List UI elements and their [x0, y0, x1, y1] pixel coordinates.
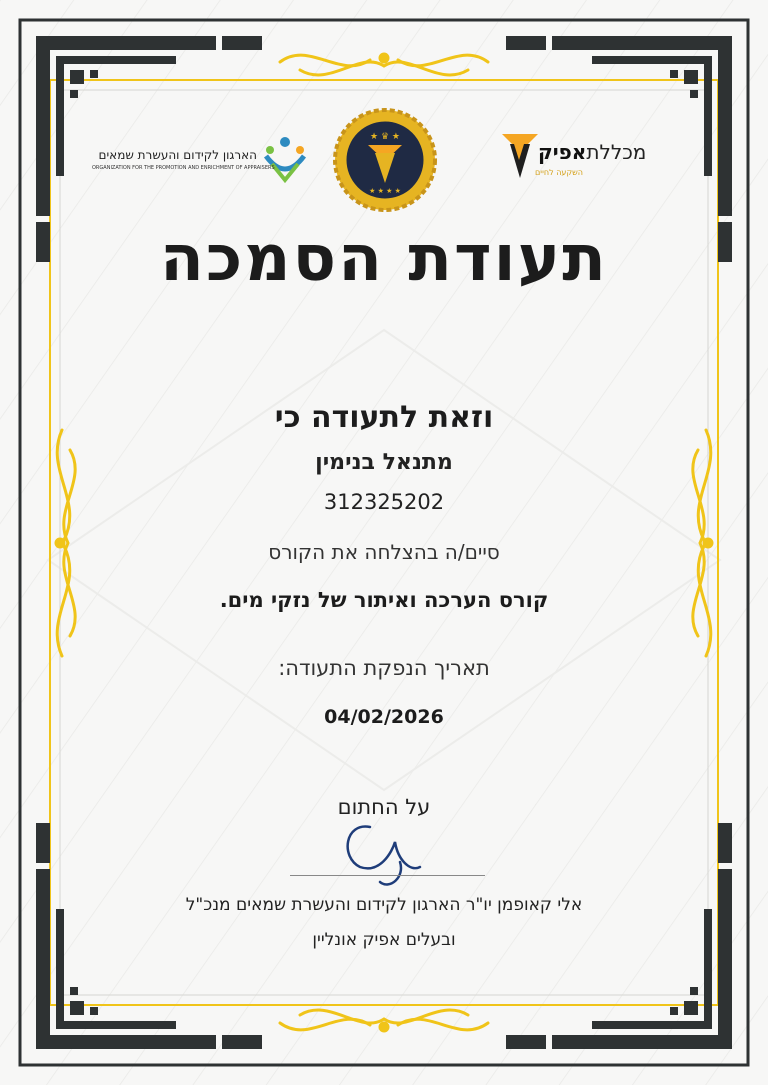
issue-date-label: תאריך הנפקת התעודה: — [278, 656, 490, 680]
appraisers-org-logo — [92, 130, 312, 190]
signer-title-line-2: ובעלים אפיק אונליין — [312, 930, 456, 950]
afik-logo-icon — [500, 130, 540, 180]
svg-text:★ ★ ★ ★: ★ ★ ★ ★ — [369, 187, 401, 195]
svg-text:★ ♛ ★: ★ ♛ ★ — [370, 132, 400, 142]
signature-label: על החתום — [337, 795, 431, 819]
appraisers-org-name-hebrew: הארגון לקידום והעשרת שמאים — [98, 148, 257, 162]
flourish-bottom — [280, 1010, 488, 1031]
recipient-id-number: 312325202 — [323, 490, 445, 514]
afik-college-name: מכללתאפיק — [538, 140, 647, 164]
afik-tagline: השקעה לחיים — [535, 168, 584, 177]
signer-title-line-1: אלי קאופמן יו"ר הארגון לקידום והעשרת שמאים מנכ"ל — [185, 895, 583, 915]
handwritten-signature — [300, 812, 440, 892]
issue-date: 04/02/2026 — [324, 706, 444, 728]
flourish-top — [280, 54, 488, 75]
certifies-that: וזאת לתעודה כי — [274, 400, 494, 435]
course-name: קורס הערכה ואיתור של נזקי מים. — [219, 588, 549, 612]
afik-college-logo — [500, 130, 650, 185]
appraisers-org-name-english: ORGANIZATION FOR THE PROMOTION AND ENRICHMENT OF APPRAISERS — [92, 165, 275, 171]
appraisers-logo-icon — [260, 134, 310, 184]
signature-line — [290, 875, 485, 876]
gold-seal — [330, 105, 440, 215]
recipient-name: מתנאל בנימין — [315, 450, 453, 475]
certificate-title: תעודת הסמכה — [160, 222, 608, 296]
completed-course-text: סיים/ה בהצלחה את הקורס — [268, 540, 500, 564]
